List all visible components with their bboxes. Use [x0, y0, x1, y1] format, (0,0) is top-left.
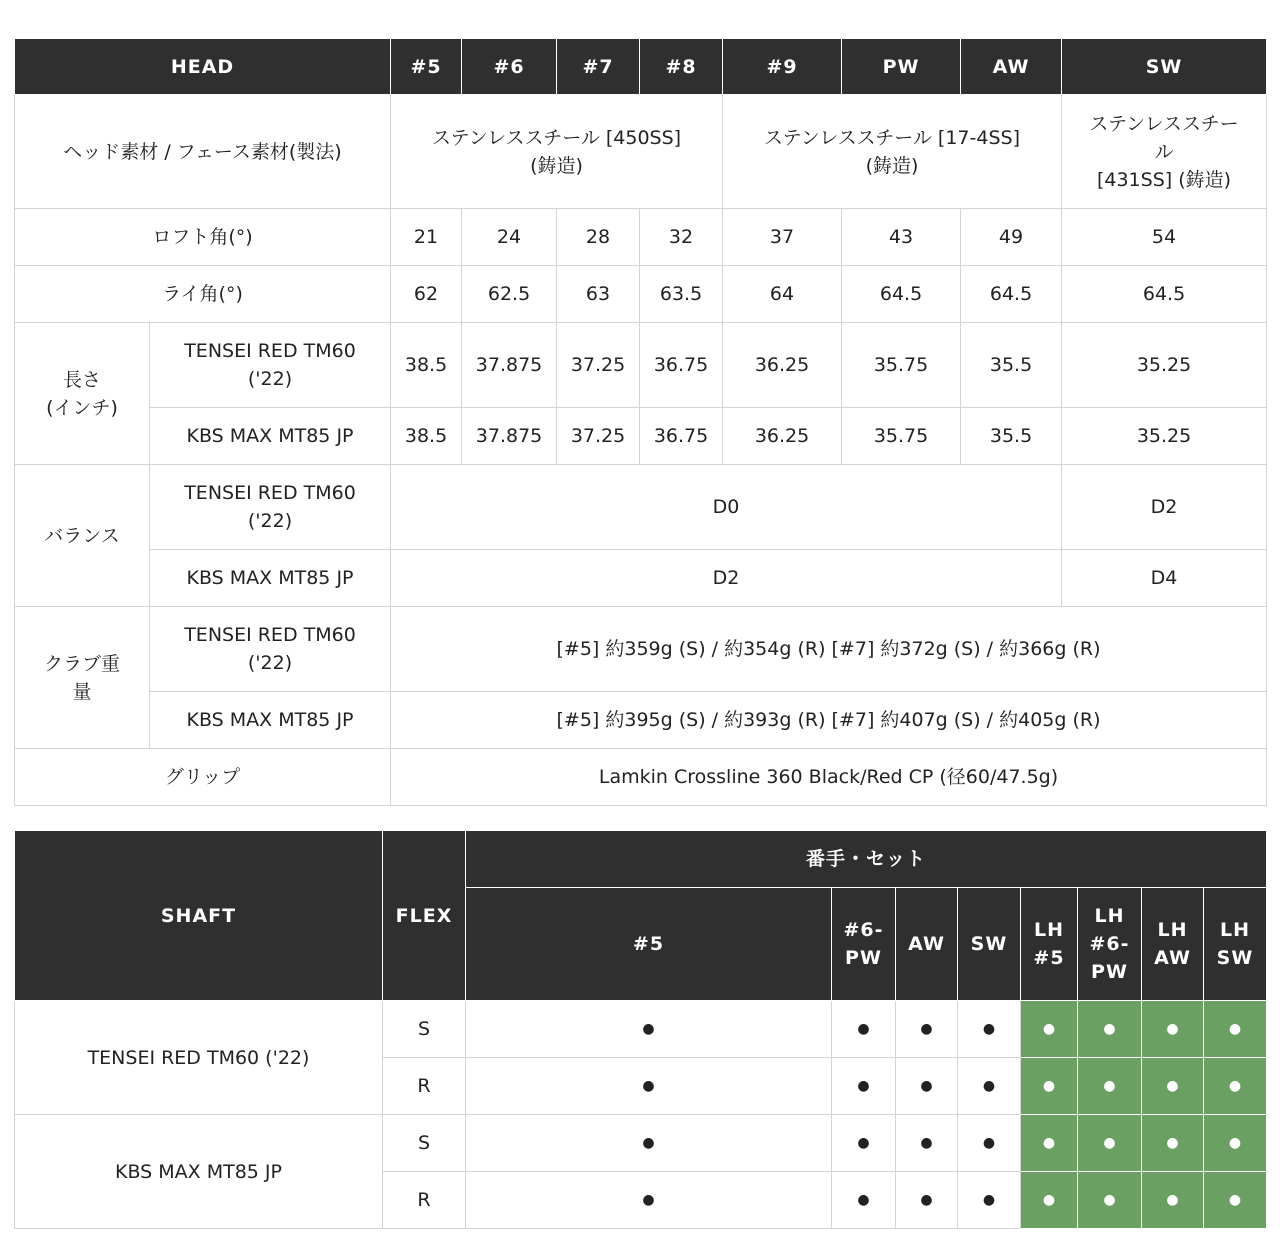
length-shaft1-line2: ('22) — [247, 368, 293, 390]
shaft1-s-row — [15, 1001, 1267, 1058]
length-label-line1: 長さ — [62, 368, 101, 391]
lh-availability-dot: ● — [1142, 1058, 1204, 1115]
balance-shaft2-main: D2 — [391, 550, 1062, 607]
lh-availability-dot: ● — [1078, 1115, 1142, 1172]
weight-shaft2-value: [#5] 約395g (S) / 約393g (R) [#7] 約407g (S) / 約405g (R) — [391, 692, 1267, 749]
lh-availability-dot: ● — [1204, 1001, 1267, 1058]
lie-value: 64.5 — [842, 266, 961, 323]
loft-value: 24 — [462, 209, 557, 266]
availability-dot: ● — [832, 1001, 896, 1058]
flex-r: R — [383, 1058, 466, 1115]
spec-header-row — [15, 39, 1267, 95]
availability-dot: ● — [466, 1058, 832, 1115]
grip-label: グリップ — [15, 749, 391, 806]
availability-dot: ● — [832, 1115, 896, 1172]
shaft-availability-table — [14, 830, 1267, 1229]
material-group-2 — [723, 95, 1062, 209]
length-shaft2-label: KBS MAX MT85 JP — [150, 408, 391, 465]
weight-label — [15, 607, 150, 749]
weight-shaft1-line2: ('22) — [247, 652, 293, 674]
lie-value: 63.5 — [640, 266, 723, 323]
balance-shaft1-line1: TENSEI RED TM60 — [184, 482, 356, 504]
availability-dot: ● — [896, 1115, 958, 1172]
col-header-lh-sw-line1: LH — [1220, 919, 1251, 941]
lh-availability-dot: ● — [1142, 1001, 1204, 1058]
length-value: 37.25 — [557, 323, 640, 408]
col-header-lh-6-pw — [1078, 888, 1142, 1001]
length-shaft1-line1: TENSEI RED TM60 — [184, 340, 356, 362]
col-header-8: #8 — [640, 39, 723, 95]
col-header-pw: PW — [842, 39, 961, 95]
length-value: 35.5 — [961, 323, 1062, 408]
length-row-shaft2 — [15, 408, 1267, 465]
availability-dot: ● — [896, 1058, 958, 1115]
set-header: 番手・セット — [466, 831, 1267, 888]
lh-availability-dot: ● — [1021, 1115, 1078, 1172]
col-header-lh-6-pw-line2: #6- — [1089, 933, 1130, 955]
col-header-aw: AW — [961, 39, 1062, 95]
lie-value: 64.5 — [1062, 266, 1267, 323]
flex-s: S — [383, 1001, 466, 1058]
loft-row — [15, 209, 1267, 266]
material-label: ヘッド素材 / フェース素材(製法) — [15, 95, 391, 209]
availability-dot: ● — [466, 1115, 832, 1172]
material-group-3 — [1062, 95, 1267, 209]
balance-shaft2-label: KBS MAX MT85 JP — [150, 550, 391, 607]
balance-shaft1-label — [150, 465, 391, 550]
availability-dot: ● — [466, 1172, 832, 1229]
lh-availability-dot: ● — [1142, 1172, 1204, 1229]
col-header-lh-sw — [1204, 888, 1267, 1001]
col-header-lh-aw-line1: LH — [1157, 919, 1188, 941]
col-header-aw: AW — [896, 888, 958, 1001]
loft-label: ロフト角(°) — [15, 209, 391, 266]
availability-dot: ● — [832, 1058, 896, 1115]
col-header-lh-5-line2: #5 — [1033, 947, 1065, 969]
availability-dot: ● — [958, 1058, 1021, 1115]
balance-shaft1-line2: ('22) — [247, 510, 293, 532]
length-value: 35.75 — [842, 323, 961, 408]
length-value: 36.75 — [640, 323, 723, 408]
length-value: 37.875 — [462, 408, 557, 465]
length-value: 35.25 — [1062, 408, 1267, 465]
availability-dot: ● — [958, 1115, 1021, 1172]
length-value: 36.75 — [640, 408, 723, 465]
col-header-5: #5 — [391, 39, 462, 95]
lie-value: 63 — [557, 266, 640, 323]
shaft2-name: KBS MAX MT85 JP — [15, 1115, 383, 1229]
grip-row — [15, 749, 1267, 806]
loft-value: 43 — [842, 209, 961, 266]
balance-row-shaft2 — [15, 550, 1267, 607]
col-header-9: #9 — [723, 39, 842, 95]
col-header-6: #6 — [462, 39, 557, 95]
col-header-sw: SW — [958, 888, 1021, 1001]
balance-shaft1-sw: D2 — [1062, 465, 1267, 550]
lie-value: 62 — [391, 266, 462, 323]
length-label — [15, 323, 150, 465]
shaft-header-row-1 — [15, 831, 1267, 888]
lie-value: 64 — [723, 266, 842, 323]
balance-row-shaft1 — [15, 465, 1267, 550]
balance-label: バランス — [15, 465, 150, 607]
material-group-1-line2: (鋳造) — [530, 154, 583, 177]
loft-value: 28 — [557, 209, 640, 266]
availability-dot: ● — [958, 1172, 1021, 1229]
flex-r: R — [383, 1172, 466, 1229]
specification-table — [14, 38, 1267, 806]
length-row-shaft1 — [15, 323, 1267, 408]
loft-value: 37 — [723, 209, 842, 266]
balance-shaft2-sw: D4 — [1062, 550, 1267, 607]
weight-row-shaft2 — [15, 692, 1267, 749]
lh-availability-dot: ● — [1204, 1115, 1267, 1172]
weight-label-line2: 量 — [72, 680, 92, 703]
shaft2-s-row — [15, 1115, 1267, 1172]
flex-header: FLEX — [383, 831, 466, 1001]
weight-shaft1-label — [150, 607, 391, 692]
availability-dot: ● — [896, 1001, 958, 1058]
col-header-7: #7 — [557, 39, 640, 95]
material-group-3-line3: [431SS] (鋳造) — [1096, 168, 1232, 191]
lie-value: 62.5 — [462, 266, 557, 323]
material-group-3-line1: ステンレススチー — [1089, 112, 1239, 135]
weight-shaft1-line1: TENSEI RED TM60 — [184, 624, 356, 646]
lh-availability-dot: ● — [1204, 1172, 1267, 1229]
material-group-2-line1: ステンレススチール [17-4SS] — [764, 126, 1020, 149]
lie-value: 64.5 — [961, 266, 1062, 323]
length-label-line2: (インチ) — [46, 396, 118, 419]
material-group-2-line2: (鋳造) — [865, 154, 919, 177]
availability-dot: ● — [958, 1001, 1021, 1058]
col-header-lh-5-line1: LH — [1033, 919, 1064, 941]
loft-value: 54 — [1062, 209, 1267, 266]
availability-dot: ● — [466, 1001, 832, 1058]
length-value: 35.25 — [1062, 323, 1267, 408]
lh-availability-dot: ● — [1021, 1172, 1078, 1229]
length-value: 38.5 — [391, 323, 462, 408]
col-header-lh-6-pw-line3: PW — [1091, 961, 1128, 983]
lh-availability-dot: ● — [1078, 1172, 1142, 1229]
availability-dot: ● — [832, 1172, 896, 1229]
material-group-3-line2: ル — [1154, 140, 1174, 163]
availability-dot: ● — [896, 1172, 958, 1229]
length-value: 36.25 — [723, 408, 842, 465]
col-header-lh-aw-line2: AW — [1154, 947, 1191, 969]
length-value: 37.875 — [462, 323, 557, 408]
weight-row-shaft1 — [15, 607, 1267, 692]
material-group-1 — [391, 95, 723, 209]
lh-availability-dot: ● — [1021, 1001, 1078, 1058]
col-header-6-pw — [832, 888, 896, 1001]
length-value: 38.5 — [391, 408, 462, 465]
lh-availability-dot: ● — [1204, 1058, 1267, 1115]
length-value: 35.75 — [842, 408, 961, 465]
weight-label-line1: クラブ重 — [43, 652, 120, 675]
shaft1-name: TENSEI RED TM60 ('22) — [15, 1001, 383, 1115]
length-value: 35.5 — [961, 408, 1062, 465]
material-row — [15, 95, 1267, 209]
material-group-1-line1: ステンレススチール [450SS] — [431, 126, 682, 149]
length-value: 36.25 — [723, 323, 842, 408]
col-header-6-pw-line2: PW — [845, 947, 882, 969]
head-header: HEAD — [15, 39, 391, 95]
col-header-6-pw-line1: #6- — [843, 919, 884, 941]
length-shaft1-label — [150, 323, 391, 408]
col-header-lh-6-pw-line1: LH — [1094, 905, 1125, 927]
length-value: 37.25 — [557, 408, 640, 465]
weight-shaft2-label: KBS MAX MT85 JP — [150, 692, 391, 749]
lie-label: ライ角(°) — [15, 266, 391, 323]
flex-s: S — [383, 1115, 466, 1172]
lh-availability-dot: ● — [1021, 1058, 1078, 1115]
lh-availability-dot: ● — [1142, 1115, 1204, 1172]
loft-value: 49 — [961, 209, 1062, 266]
col-header-sw: SW — [1062, 39, 1267, 95]
loft-value: 21 — [391, 209, 462, 266]
lie-row — [15, 266, 1267, 323]
grip-value: Lamkin Crossline 360 Black/Red CP (径60/47.5g) — [391, 749, 1267, 806]
col-header-lh-sw-line2: SW — [1216, 947, 1254, 969]
col-header-lh-aw — [1142, 888, 1204, 1001]
weight-shaft1-value: [#5] 約359g (S) / 約354g (R) [#7] 約372g (S) / 約366g (R) — [391, 607, 1267, 692]
loft-value: 32 — [640, 209, 723, 266]
shaft-header: SHAFT — [15, 831, 383, 1001]
col-header-lh-5 — [1021, 888, 1078, 1001]
lh-availability-dot: ● — [1078, 1001, 1142, 1058]
balance-shaft1-main: D0 — [391, 465, 1062, 550]
lh-availability-dot: ● — [1078, 1058, 1142, 1115]
col-header-5: #5 — [466, 888, 832, 1001]
